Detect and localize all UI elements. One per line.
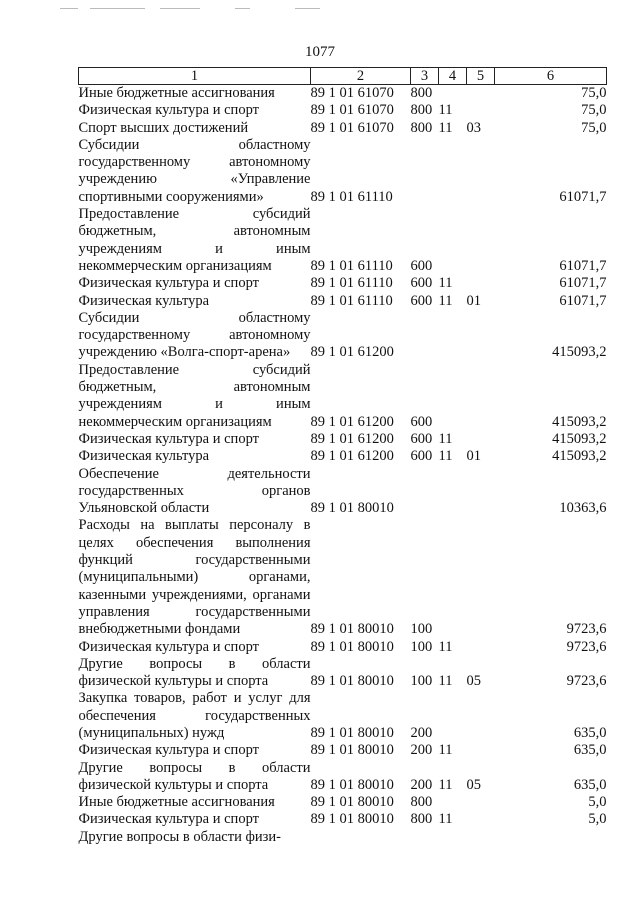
table-row (79, 137, 607, 206)
expense-type-code: 800 (410, 85, 433, 101)
target-article-code: 89 1 01 80010 (310, 776, 394, 793)
amount-value: 75,0 (581, 119, 607, 136)
row-description: Физическая культура и спорт (78, 742, 259, 759)
table-row (79, 760, 607, 795)
row-description: Предоставление субсидий бюджетным, автономным учреждениям и иным некоммерческим организациям (78, 206, 311, 274)
section-code (439, 362, 467, 431)
section-code: 11 (438, 448, 453, 465)
table-row (79, 690, 607, 742)
amount-value: 61071,7 (559, 275, 607, 292)
table-header-row (79, 68, 607, 85)
section-code (439, 137, 467, 206)
target-article-code: 89 1 01 61200 (310, 413, 394, 430)
table-row (79, 362, 607, 431)
section-code: 11 (438, 102, 453, 119)
row-description: Физическая культура и спорт (78, 275, 259, 292)
row-description: Обеспечение деятельности государственных органов Ульяновской области (78, 465, 311, 517)
amount-value: 75,0 (581, 102, 607, 119)
section-code (439, 85, 467, 103)
section-code: 11 (438, 638, 453, 655)
row-description: Иные бюджетные ассигнования (78, 794, 275, 811)
subsection-code (467, 137, 495, 206)
expense-type-code: 600 (410, 275, 433, 292)
expense-type-code (411, 137, 439, 206)
table-row (79, 829, 607, 846)
amount-value: 61071,7 (559, 188, 607, 205)
amount-value: 635,0 (573, 742, 607, 759)
subsection-code (467, 310, 495, 362)
scan-marks (60, 6, 360, 12)
section-code (439, 310, 467, 362)
expense-type-code (411, 310, 439, 362)
amount-value: 61071,7 (559, 292, 607, 309)
expense-type-code: 600 (410, 430, 433, 447)
amount-value (495, 829, 607, 846)
column-header: 4 (439, 68, 467, 85)
column-header: 3 (411, 68, 439, 85)
expense-type-code: 800 (410, 794, 433, 811)
table-row (79, 120, 607, 137)
row-description: Иные бюджетные ассигнования (78, 85, 275, 101)
target-article-code: 89 1 01 61200 (310, 344, 394, 361)
amount-value: 9723,6 (566, 638, 607, 655)
row-description: Расходы на выплаты персоналу в целях обеспечения выполнения функций государственными (муниципальными) органами, казенными учреждениями, органами управления государственными внебюджетными фондами (78, 517, 311, 638)
section-code (439, 690, 467, 742)
column-header: 5 (467, 68, 495, 85)
column-header: 2 (311, 68, 411, 85)
subsection-code: 01 (466, 292, 481, 309)
target-article-code: 89 1 01 61070 (310, 119, 394, 136)
target-article-code: 89 1 01 61110 (310, 188, 393, 205)
subsection-code (467, 275, 495, 292)
table-row (79, 448, 607, 465)
amount-value: 5,0 (588, 811, 607, 828)
section-code: 11 (438, 292, 453, 309)
target-article-code: 89 1 01 80010 (310, 794, 394, 811)
subsection-code (467, 206, 495, 275)
section-code (439, 794, 467, 811)
amount-value: 61071,7 (559, 257, 607, 274)
target-article-code: 89 1 01 80010 (310, 742, 394, 759)
budget-table (78, 67, 607, 846)
section-code: 11 (438, 742, 453, 759)
expense-type-code: 600 (410, 292, 433, 309)
subsection-code: 01 (466, 448, 481, 465)
section-code: 11 (438, 673, 453, 690)
subsection-code: 03 (466, 119, 481, 136)
subsection-code (467, 517, 495, 638)
amount-value: 635,0 (573, 724, 607, 741)
table-row (79, 466, 607, 518)
table-row (79, 102, 607, 119)
amount-value: 635,0 (573, 776, 607, 793)
target-article-code: 89 1 01 80010 (310, 724, 394, 741)
subsection-code (467, 102, 495, 119)
target-article-code: 89 1 01 80010 (310, 500, 394, 517)
subsection-code (467, 466, 495, 518)
table-row (79, 293, 607, 310)
section-code: 11 (438, 430, 453, 447)
target-article-code: 89 1 01 61200 (310, 430, 394, 447)
table-row (79, 275, 607, 292)
table-row (79, 206, 607, 275)
row-description: Физическая культура и спорт (78, 638, 259, 655)
section-code: 11 (438, 811, 453, 828)
subsection-code (467, 742, 495, 759)
amount-value: 10363,6 (559, 500, 607, 517)
row-description: Закупка товаров, работ и услуг для обеспечения государственных (муниципальных) нужд (78, 690, 311, 741)
target-article-code: 89 1 01 80010 (310, 673, 394, 690)
table-row (79, 656, 607, 691)
column-header: 6 (495, 68, 607, 85)
page-number: 1077 (305, 44, 335, 60)
target-article-code: 89 1 01 80010 (310, 638, 394, 655)
subsection-code: 05 (466, 776, 481, 793)
row-description: Физическая культура и спорт (78, 811, 259, 828)
target-article-code (311, 829, 411, 846)
row-description: Физическая культура (78, 448, 210, 465)
amount-value: 9723,6 (566, 673, 607, 690)
subsection-code (467, 811, 495, 828)
expense-type-code (411, 829, 439, 846)
expense-type-code: 800 (410, 811, 433, 828)
row-description: Спорт высших достижений (78, 119, 249, 136)
table-row (79, 85, 607, 103)
table-row (79, 742, 607, 759)
table-row (79, 517, 607, 638)
section-code: 11 (438, 275, 453, 292)
subsection-code (467, 829, 495, 846)
row-description: Предоставление субсидий бюджетным, автономным учреждениям и иным некоммерческим организациям (78, 361, 311, 430)
expense-type-code: 600 (410, 448, 433, 465)
expense-type-code: 200 (410, 724, 433, 741)
row-description: Физическая культура и спорт (78, 102, 259, 119)
target-article-code: 89 1 01 61200 (310, 448, 394, 465)
amount-value: 9723,6 (566, 621, 607, 638)
expense-type-code (411, 466, 439, 518)
expense-type-code: 600 (410, 257, 433, 274)
target-article-code: 89 1 01 61110 (310, 292, 393, 309)
expense-type-code: 800 (410, 119, 433, 136)
subsection-code (467, 794, 495, 811)
subsection-code (467, 85, 495, 103)
section-code (439, 206, 467, 275)
table-row (79, 811, 607, 828)
amount-value: 415093,2 (552, 344, 607, 361)
subsection-code (467, 639, 495, 656)
row-description: Другие вопросы в области физической культуры и спорта (78, 759, 311, 793)
target-article-code: 89 1 01 61070 (310, 102, 394, 119)
column-header: 1 (79, 68, 311, 85)
row-description: Субсидии областному государственному автономному учреждению «Управление спортивными сооружениями» (78, 136, 311, 205)
section-code (439, 829, 467, 846)
row-description: Другие вопросы в области физи- (78, 828, 281, 845)
expense-type-code: 200 (410, 776, 433, 793)
subsection-code (467, 690, 495, 742)
section-code (439, 466, 467, 518)
row-description: Другие вопросы в области физической культуры и спорта (78, 655, 311, 690)
row-description: Физическая культура (78, 292, 210, 309)
amount-value: 75,0 (581, 85, 607, 101)
amount-value: 415093,2 (552, 430, 607, 447)
amount-value: 5,0 (588, 794, 607, 811)
subsection-code (467, 431, 495, 448)
table-row (79, 431, 607, 448)
expense-type-code: 100 (410, 638, 433, 655)
amount-value: 415093,2 (552, 448, 607, 465)
target-article-code: 89 1 01 61110 (310, 257, 393, 274)
expense-type-code: 100 (410, 621, 433, 638)
subsection-code: 05 (466, 673, 481, 690)
expense-type-code: 100 (410, 673, 433, 690)
section-code (439, 517, 467, 638)
target-article-code: 89 1 01 61070 (310, 85, 394, 101)
section-code: 11 (438, 119, 453, 136)
section-code: 11 (438, 776, 453, 793)
target-article-code: 89 1 01 61110 (310, 275, 393, 292)
table-row (79, 310, 607, 362)
target-article-code: 89 1 01 80010 (310, 621, 394, 638)
expense-type-code: 800 (410, 102, 433, 119)
expense-type-code: 200 (410, 742, 433, 759)
table-row (79, 794, 607, 811)
target-article-code: 89 1 01 80010 (310, 811, 394, 828)
row-description: Физическая культура и спорт (78, 430, 259, 447)
expense-type-code: 600 (410, 413, 433, 430)
amount-value: 415093,2 (552, 413, 607, 430)
row-description: Субсидии областному государственному автономному учреждению «Волга-спорт-арена» (78, 309, 311, 361)
subsection-code (467, 362, 495, 431)
table-row (79, 639, 607, 656)
